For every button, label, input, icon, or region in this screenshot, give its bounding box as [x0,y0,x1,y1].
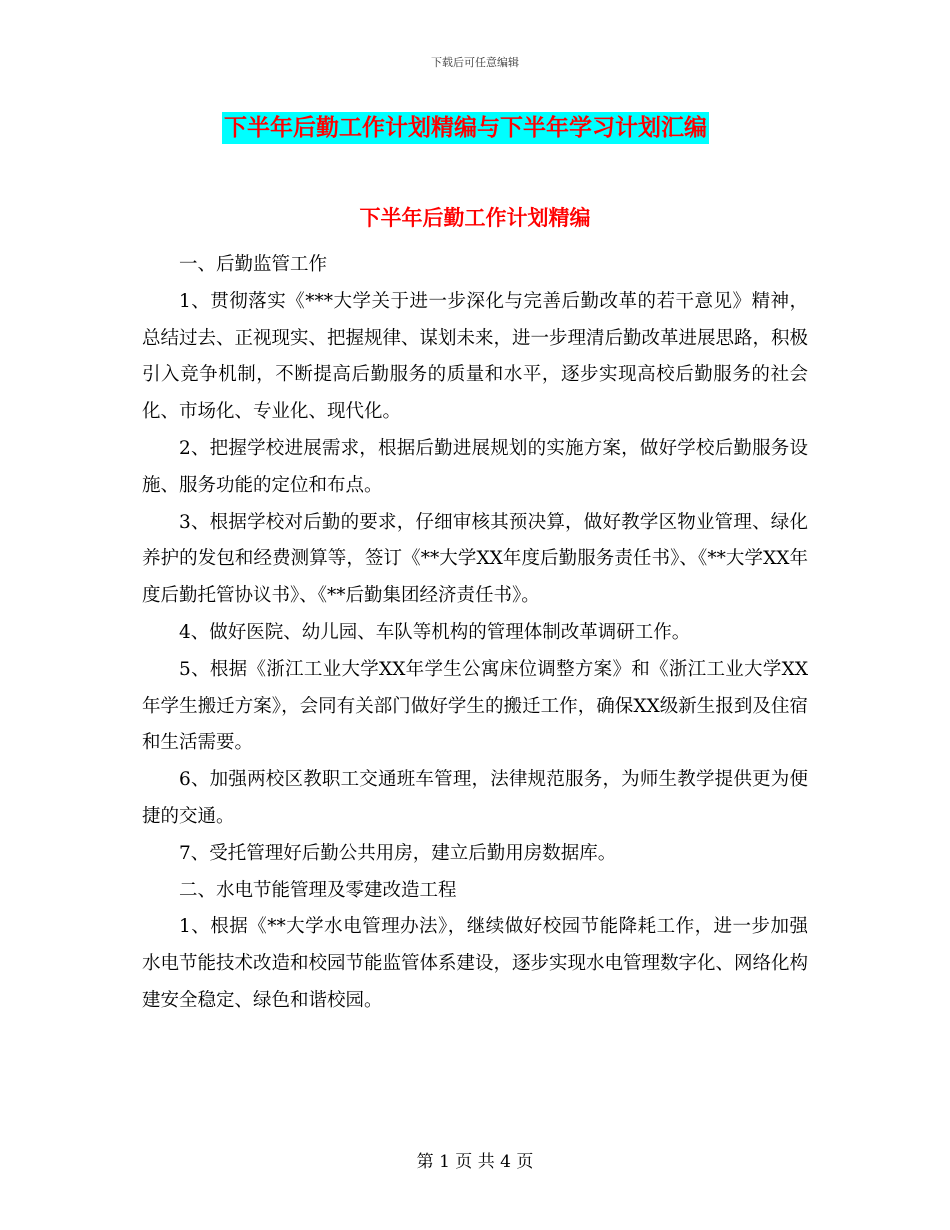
paragraph: 1、贯彻落实《***大学关于进一步深化与完善后勤改革的若干意见》精神，总结过去、正视现实、把握规律、谋划未来，进一步理清后勤改革进展思路，积极引入竞争机制，不断提高后勤服务的质量和水平，逐步实现高校后勤服务的社会化、市场化、专业化、现代化。 [142,290,809,423]
document-title: 下半年后勤工作计划精编与下半年学习计划汇编 [222,112,709,144]
heading-energy-management: 二、水电节能管理及零建改造工程 [179,879,457,901]
page-footer: 第 1 页 共 4 页 [416,1152,534,1172]
paragraph: 5、根据《浙江工业大学XX年学生公寓床位调整方案》和《浙江工业大学XX年学生搬迁方案》，会同有关部门做好学生的搬迁工作，确保XX级新生报到及住宿和生活需要。 [142,658,808,754]
paragraph: 3、根据学校对后勤的要求，仔细审核其预决算，做好教学区物业管理、绿化养护的发包和经费测算等，签订《**大学XX年度后勤服务责任书》、《**大学XX年度后勤托管协议书》、《**后勤集团经济责任书》。 [142,511,808,607]
paragraph: 6、加强两校区教职工交通班车管理，法律规范服务，为师生教学提供更为便捷的交通。 [142,769,808,827]
section-title: 下半年后勤工作计划精编 [359,206,591,230]
paragraph: 4、做好医院、幼儿园、车队等机构的管理体制改革调研工作。 [179,621,691,643]
document-body [142,247,808,1020]
header-note: 下载后可任意编辑 [431,56,519,69]
paragraph: 2、把握学校进展需求，根据后勤进展规划的实施方案，做好学校后勤服务设施、服务功能的定位和布点。 [142,437,808,496]
paragraph: 7、受托管理好后勤公共用房，建立后勤用房数据库。 [179,842,617,864]
heading-logistics-supervision: 一、后勤监管工作 [179,254,328,275]
paragraph: 1、根据《**大学水电管理办法》，继续做好校园节能降耗工作，进一步加强水电节能技术改造和校园节能监管体系建设，逐步实现水电管理数字化、网络化构建安全稳定、绿色和谐校园。 [142,916,809,1011]
